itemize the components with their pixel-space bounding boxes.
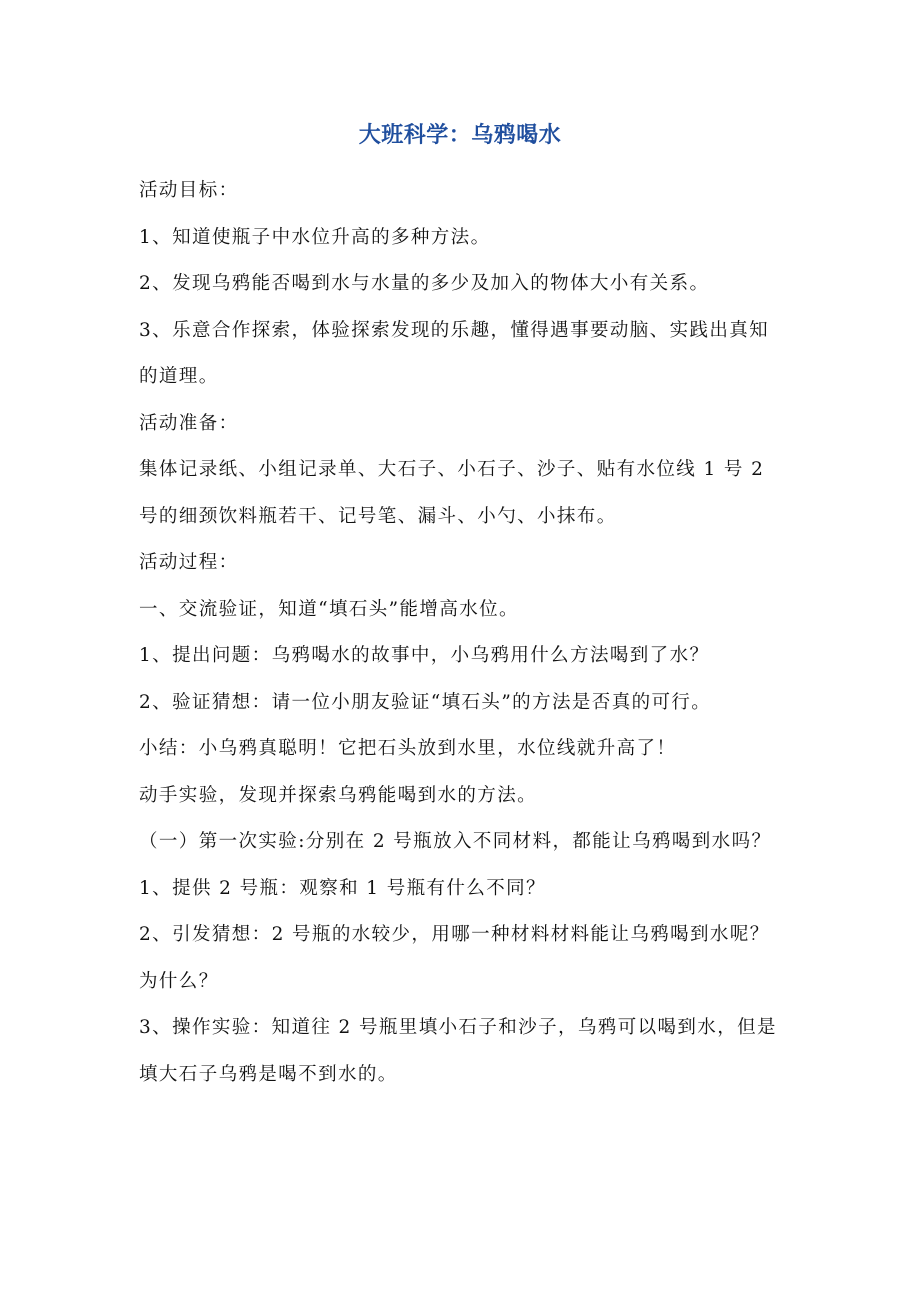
objective-item-2: 2、发现乌鸦能否喝到水与水量的多少及加入的物体大小有关系。 [139, 273, 710, 294]
process-part-1-heading: 一、交流验证，知道“填石头”能增高水位。 [139, 598, 519, 620]
process-part-2-heading: 动手实验，发现并探索乌鸦能喝到水的方法。 [139, 784, 538, 806]
preparation-materials: 集体记录纸、小组记录单、大石子、小石子、沙子、贴有水位线 1 号 2 号的细颈饮料瓶若干、记号笔、漏斗、小勺、小抹布。 [139, 459, 765, 527]
section-heading-preparation: 活动准备： [139, 412, 239, 434]
experiment-step-guess: 2、引发猜想：2 号瓶的水较少，用哪一种材料材料能让乌鸦喝到水呢？为什么？ [139, 924, 770, 992]
experiment-step-provide-bottle: 1、提供 2 号瓶：观察和 1 号瓶有什么不同？ [139, 877, 546, 899]
section-heading-process: 活动过程： [139, 552, 239, 573]
objective-item-1: 1、知道使瓶子中水位升高的多种方法。 [139, 226, 491, 248]
document-body [139, 168, 787, 1098]
page-title: 大班科学：乌鸦喝水 [358, 123, 562, 148]
experiment-step-operate: 3、操作实验：知道往 2 号瓶里填小石子和沙子，乌鸦可以喝到水，但是填大石子乌鸦是喝不到水的。 [139, 1017, 777, 1085]
process-step-verify-guess: 2、验证猜想：请一位小朋友验证“填石头”的方法是否真的可行。 [139, 691, 712, 713]
process-step-ask-question: 1、提出问题：乌鸦喝水的故事中，小乌鸦用什么方法喝到了水？ [139, 645, 710, 666]
process-summary: 小结：小乌鸦真聪明！它把石头放到水里，水位线就升高了！ [139, 738, 677, 759]
section-heading-objectives: 活动目标： [139, 180, 239, 201]
experiment-1-heading: （一）第一次实验:分别在 2 号瓶放入不同材料，都能让乌鸦喝到水吗？ [139, 831, 772, 852]
objective-item-3: 3、乐意合作探索，体验探索发现的乐趣，懂得遇事要动脑、实践出真知的道理。 [139, 319, 770, 387]
